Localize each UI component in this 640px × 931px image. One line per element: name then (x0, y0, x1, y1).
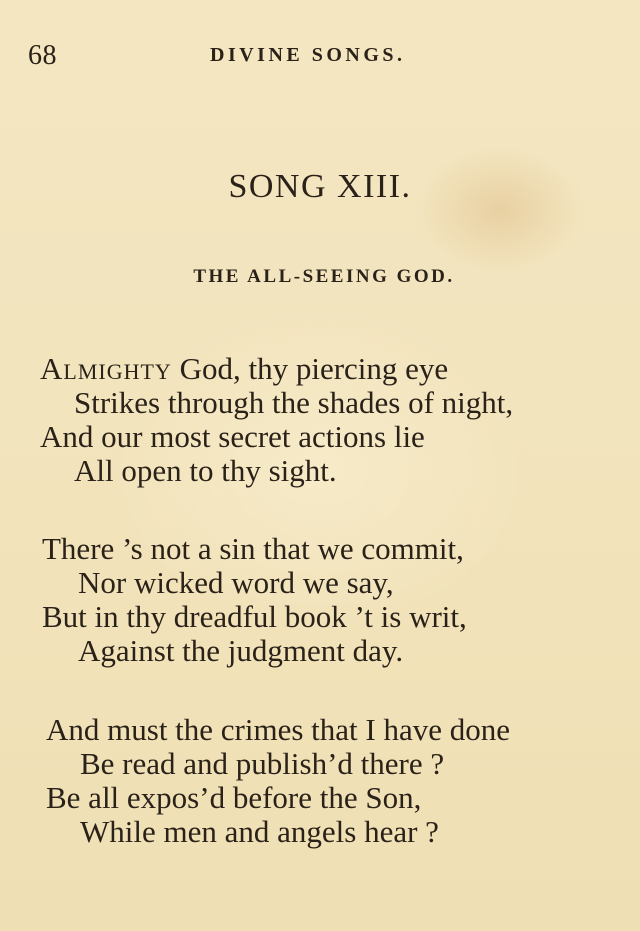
verse-line: Be read and publish’d there ? (80, 746, 445, 781)
verse-line-text: God, thy piercing eye (171, 351, 449, 386)
verse-line: But in thy dreadful book ’t is writ, (42, 599, 467, 634)
verse-line: All open to thy sight. (74, 453, 337, 488)
verse-line: Nor wicked word we say, (78, 565, 394, 600)
verse-line: Against the judgment day. (78, 633, 404, 668)
running-title: DIVINE SONGS. (210, 44, 406, 66)
verse-line: While men and angels hear ? (80, 814, 439, 849)
page-number: 68 (28, 40, 57, 71)
verse-line: Strikes through the shades of night, (74, 385, 514, 420)
verse-line: And our most secret actions lie (40, 419, 425, 454)
verse-line (40, 352, 448, 386)
verse-line: And must the crimes that I have done (46, 712, 511, 747)
verse-line: There ’s not a sin that we commit, (42, 531, 464, 566)
verse-line: Be all expos’d before the Son, (46, 780, 422, 815)
song-title: SONG XIII. (228, 168, 412, 205)
verse-first-word: Almighty (40, 351, 172, 386)
song-subtitle: THE ALL-SEEING GOD. (193, 266, 455, 287)
